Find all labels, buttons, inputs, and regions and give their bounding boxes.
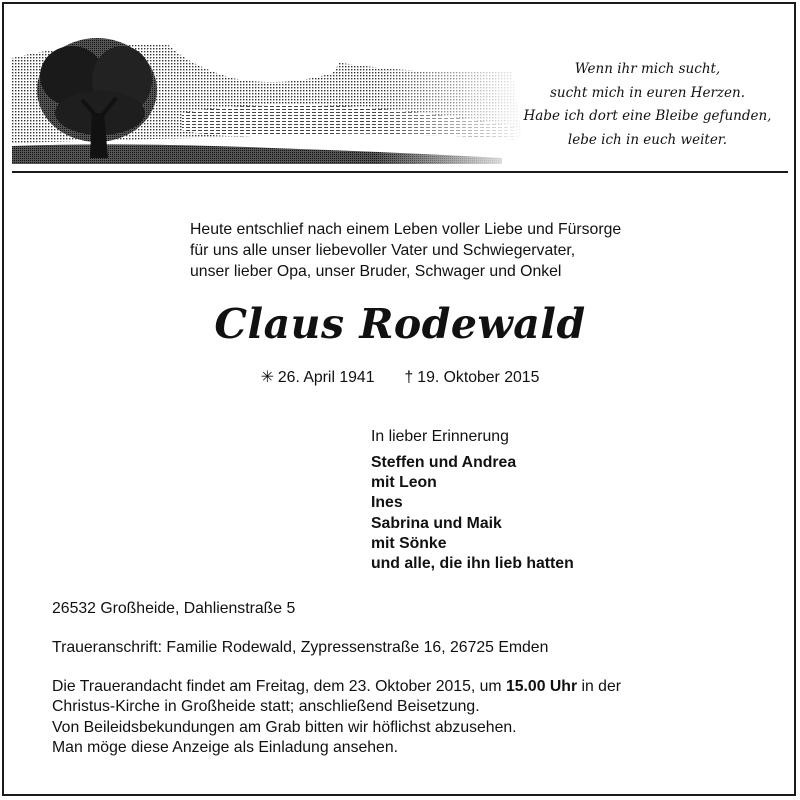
tree-landscape-image	[12, 18, 532, 170]
mourner-line: mit Sönke	[371, 534, 447, 552]
birth-date: 26. April 1941	[277, 369, 375, 386]
header-divider	[12, 171, 788, 173]
intro-text	[190, 219, 621, 282]
poem-line: Habe ich dort eine Bleibe gefunden,	[523, 108, 772, 124]
mourner-line: und alle, die ihn lieb hatten	[371, 555, 574, 573]
service-line	[52, 677, 621, 697]
service-line: Von Beileidsbekundungen am Grab bitten wir höflichst abzusehen.	[52, 718, 517, 736]
service-line: Man möge diese Anzeige als Einladung ansehen.	[52, 738, 399, 756]
service-info	[52, 677, 621, 758]
poem-line: sucht mich in euren Herzen.	[550, 84, 745, 101]
birth-star-icon: ✳	[260, 369, 274, 386]
service-text: in der	[577, 678, 621, 695]
intro-line: Heute entschlief nach einem Leben voller Liebe und Fürsorge	[190, 221, 622, 238]
life-dates	[0, 367, 800, 387]
residence-address: 26532 Großheide, Dahlienstraße 5	[52, 600, 296, 617]
poem-line: Wenn ihr mich sucht,	[574, 61, 721, 77]
death-cross-icon: †	[404, 369, 414, 386]
deceased-name: Claus Rodewald	[214, 300, 586, 348]
mourner-line: Ines	[371, 494, 403, 512]
poem	[505, 58, 790, 152]
service-line: Christus-Kirche in Großheide statt; anschließend Beisetzung.	[52, 698, 480, 716]
poem-line: lebe ich in euch weiter.	[567, 131, 728, 148]
remembrance-heading: In lieber Erinnerung	[371, 428, 509, 445]
service-text: Die Trauerandacht findet am Freitag, dem 23. Oktober 2015, um	[52, 678, 506, 695]
intro-line: unser lieber Opa, unser Bruder, Schwager und Onkel	[190, 263, 562, 280]
death-date: 19. Oktober 2015	[417, 369, 540, 386]
mourner-line: mit Leon	[371, 474, 437, 492]
intro-line: für uns alle unser liebevoller Vater und Schwiegervater,	[190, 242, 576, 259]
mourning-address: Traueranschrift: Familie Rodewald, Zypressenstraße 16, 26725 Emden	[52, 639, 549, 656]
mourner-line: Steffen und Andrea	[371, 454, 517, 471]
service-time: 15.00 Uhr	[505, 678, 578, 695]
mourner-line: Sabrina und Maik	[371, 514, 502, 532]
mourners-list	[371, 453, 574, 574]
